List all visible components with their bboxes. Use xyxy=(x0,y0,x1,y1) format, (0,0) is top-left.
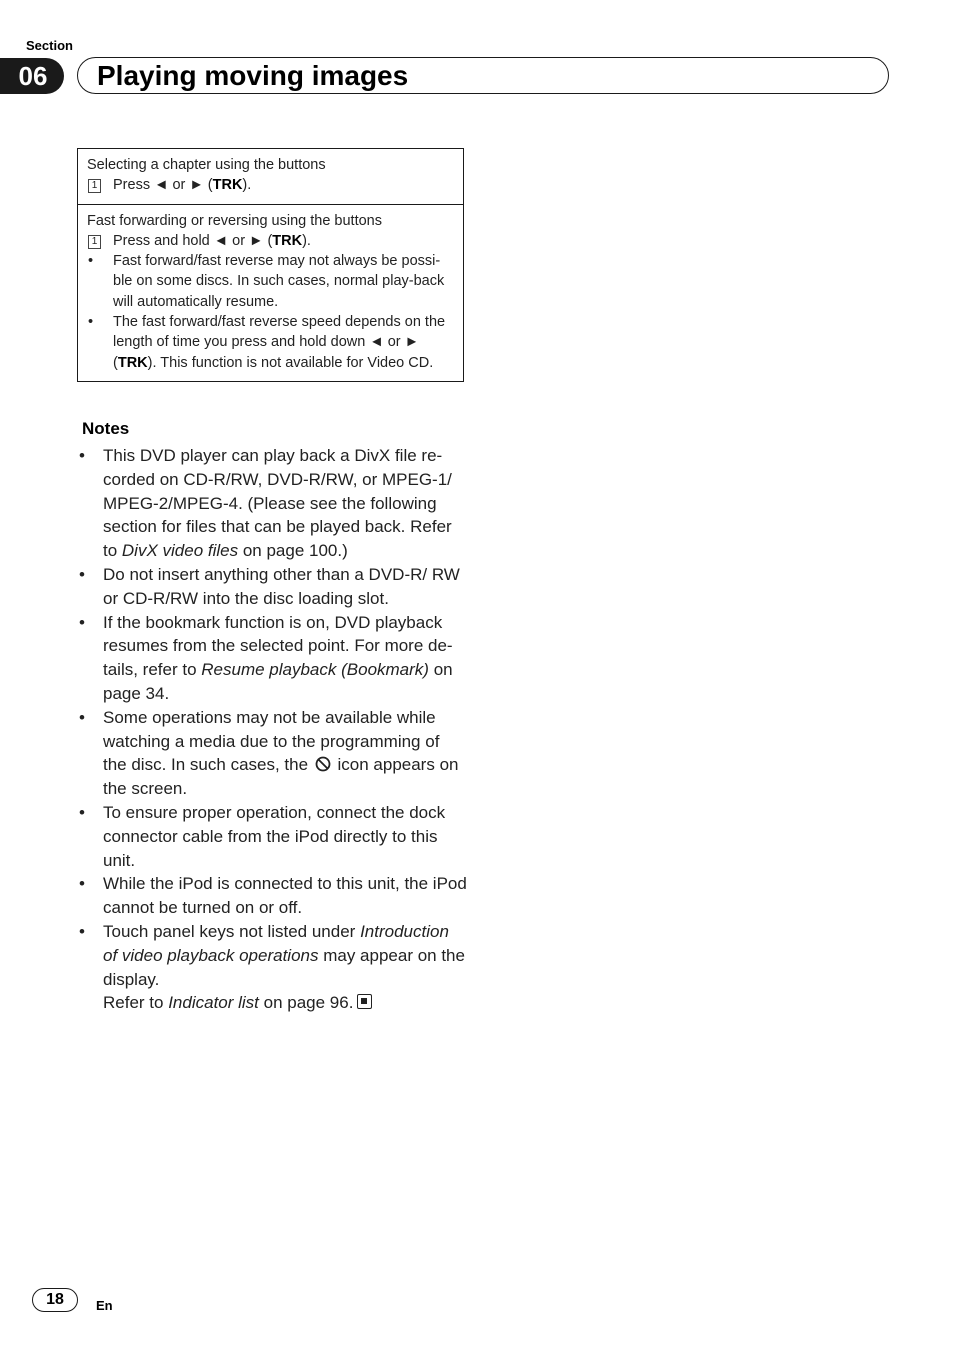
step-text: Press and hold ◄ or ► ( xyxy=(113,232,273,249)
box-section-select-chapter xyxy=(78,149,463,204)
bullet-mark: • xyxy=(79,612,85,632)
notes-heading: Notes xyxy=(82,419,130,438)
bullet-mark: • xyxy=(79,802,85,822)
language-label: En xyxy=(96,1298,113,1313)
list-item xyxy=(77,801,467,872)
bullet-text-end: ). This function is not available for Video CD. xyxy=(147,354,434,371)
end-of-section-icon xyxy=(357,994,372,1009)
list-item xyxy=(77,611,467,706)
note-text-part: Refer to xyxy=(103,993,169,1013)
section-number-badge: 06 xyxy=(0,58,64,94)
list-item xyxy=(77,920,467,1015)
step-number: 1 xyxy=(88,179,101,193)
cross-reference-link: Introduction of video playback operations xyxy=(103,921,449,965)
list-item xyxy=(77,872,467,920)
bullet-mark: • xyxy=(79,446,85,465)
note-text-part: Touch panel keys not listed under xyxy=(103,921,361,941)
prohibited-icon xyxy=(315,756,331,772)
step-text: Press ◄ or ► ( xyxy=(113,177,213,194)
note-text xyxy=(103,920,467,991)
bullet-mark: • xyxy=(79,921,85,941)
step-text-end: ). xyxy=(302,232,311,249)
note-text-part: on page 34. xyxy=(103,660,453,703)
section-label: Section xyxy=(26,38,73,53)
step-text-end: ). xyxy=(242,177,252,194)
trk-key: TRK xyxy=(272,232,303,249)
note-text-part: If the bookmark function is on, DVD playback resumes from the selected point. For more de-tails, refer to xyxy=(103,612,453,680)
notes-list xyxy=(77,444,467,1015)
list-item xyxy=(77,563,467,611)
box-heading: Fast forwarding or reversing using the buttons xyxy=(87,212,382,229)
step-row xyxy=(87,231,454,251)
bullet-mark: • xyxy=(79,707,85,727)
note-text-part: on page 100.) xyxy=(238,541,348,561)
box-bullet-item xyxy=(87,251,454,312)
trk-key: TRK xyxy=(212,177,243,194)
note-text xyxy=(103,444,467,563)
bullet-mark: • xyxy=(79,874,85,894)
step-number: 1 xyxy=(88,235,101,249)
box-heading: Selecting a chapter using the buttons xyxy=(87,157,326,173)
cross-reference-link: Resume playback (Bookmark) xyxy=(201,660,429,680)
note-refer-text xyxy=(103,991,467,1015)
list-item xyxy=(77,444,467,563)
trk-key: TRK xyxy=(117,354,148,371)
note-text-part: This DVD player can play back a DivX file re-corded on CD-R/RW, DVD-R/RW, or MPEG-1/ MPEG-2/MPEG-4. (Please see the following section for files that can be played back. Refer to xyxy=(103,446,452,561)
note-text-part: may appear on the display. xyxy=(103,945,465,989)
instruction-box xyxy=(77,148,464,382)
cross-reference-link: DivX video files xyxy=(121,541,239,561)
page-title: Playing moving images xyxy=(97,60,409,91)
bullet-mark: • xyxy=(88,253,94,270)
box-section-fast-forward xyxy=(78,204,463,381)
page-number: 18 xyxy=(32,1288,78,1312)
note-text: Do not insert anything other than a DVD-R/ RW or CD-R/RW into the disc loading slot. xyxy=(103,564,460,608)
note-text-part: on page 96. xyxy=(258,993,354,1013)
note-text xyxy=(103,611,467,706)
list-item xyxy=(77,706,467,801)
bullet-text: Fast forward/fast reverse may not always be possi-ble on some discs. In such cases, normal play-back will automatically resume. xyxy=(113,253,445,310)
step-row xyxy=(87,175,454,195)
bullet-text: The fast forward/fast reverse speed depends on the length of time you press and hold down ◄ or ► ( xyxy=(113,314,446,371)
note-text-part: Some operations may not be available while watching a media due to the programming of the disc. In such cases, the xyxy=(103,707,440,775)
bullet-mark: • xyxy=(88,314,94,331)
note-text-part: icon appears on the screen. xyxy=(103,755,459,799)
title-bar xyxy=(77,57,889,94)
note-text xyxy=(103,706,467,801)
box-bullet-item xyxy=(87,312,454,373)
note-text: To ensure proper operation, connect the dock connector cable from the iPod directly to this unit. xyxy=(103,802,446,870)
bullet-mark: • xyxy=(79,564,85,584)
note-text: While the iPod is connected to this unit, the iPod cannot be turned on or off. xyxy=(103,874,467,918)
cross-reference-link: Indicator list xyxy=(168,993,259,1013)
